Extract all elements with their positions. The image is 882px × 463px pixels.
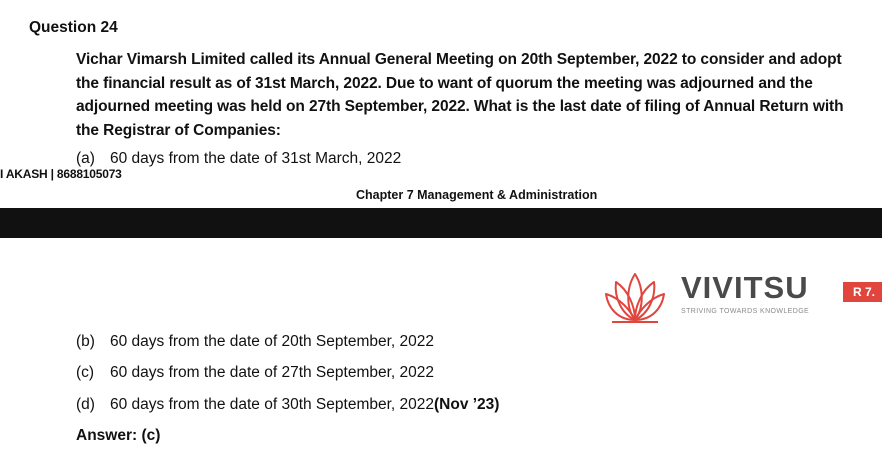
option-d <box>76 396 499 414</box>
option-text: 60 days from the date of 20th September, 2022 <box>110 333 434 350</box>
option-c <box>76 364 434 382</box>
watermark: I AKASH | 8688105073 <box>0 167 122 181</box>
option-text: 60 days from the date of 30th September, 2022 <box>110 396 434 413</box>
brand-tagline: STRIVING TOWARDS KNOWLEDGE <box>681 308 810 315</box>
question-title: Question 24 <box>29 19 118 36</box>
option-label: (c) <box>76 364 95 381</box>
question-text: Vichar Vimarsh Limited called its Annual General Meeting on 20th September, 2022 to consider and adopt the financial result as of 31st March, 2022. Due to want of quorum the meeting was adjourned and the adjourned meeting was held on 27th September, 2022. What is the last date of filing of Annual Return with the Registrar of Companies: <box>76 51 844 139</box>
option-a <box>76 150 401 168</box>
page-break-band <box>0 208 882 238</box>
lotus-icon <box>604 268 666 324</box>
brand-name: VIVITSU <box>681 270 809 305</box>
option-label: (b) <box>76 333 95 350</box>
option-label: (d) <box>76 396 95 413</box>
exam-reference: (Nov ’23) <box>434 396 500 413</box>
page-badge: R 7. <box>843 282 882 302</box>
option-label: (a) <box>76 150 95 167</box>
option-text: 60 days from the date of 27th September, 2022 <box>110 364 434 381</box>
option-text: 60 days from the date of 31st March, 2022 <box>110 150 402 167</box>
option-b <box>76 333 434 351</box>
answer: Answer: (c) <box>76 427 161 444</box>
chapter-footer: Chapter 7 Management & Administration <box>356 188 598 202</box>
